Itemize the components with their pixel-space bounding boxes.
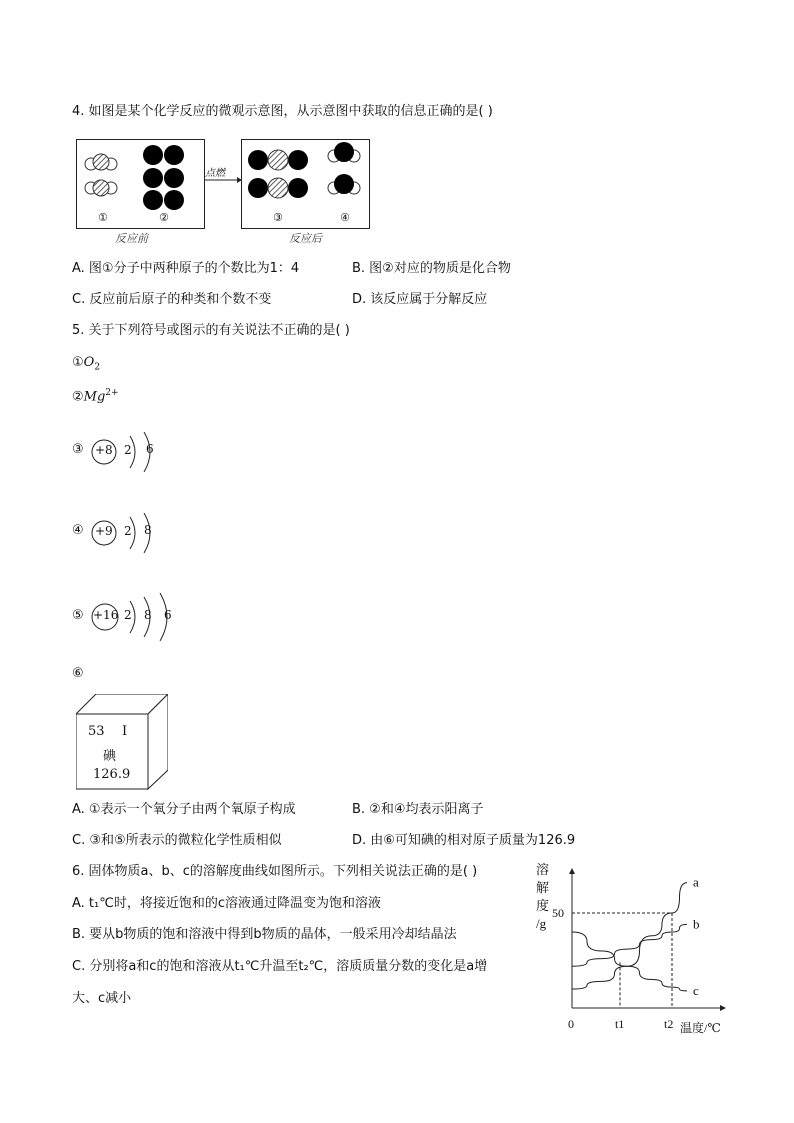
nucleus-4: +9 bbox=[95, 524, 113, 538]
shell-3-1: 2 bbox=[124, 443, 132, 457]
shell-5-2: 8 bbox=[144, 608, 152, 622]
iodine-element-card bbox=[76, 694, 168, 790]
q5-item-2 bbox=[72, 384, 119, 406]
atomic-number: 53 bbox=[88, 724, 105, 739]
solubility-chart-svg bbox=[530, 860, 730, 1040]
origin-label: 0 bbox=[568, 1017, 574, 1031]
item-1-marker: ① bbox=[72, 355, 84, 370]
y-axis-label-3: /g bbox=[536, 916, 547, 931]
nucleus-5: +16 bbox=[93, 608, 119, 622]
q4-before-panel bbox=[76, 139, 205, 229]
shell-4-2: 8 bbox=[144, 523, 152, 537]
reaction-arrow bbox=[203, 166, 243, 186]
series-c-label: c bbox=[693, 982, 699, 998]
co2-molecules-icon bbox=[248, 150, 308, 198]
x-axis-label: 温度/℃ bbox=[680, 1021, 721, 1035]
series-c-curve bbox=[572, 932, 687, 991]
o2-formula: O bbox=[83, 355, 95, 370]
fig-label-4: ④ bbox=[340, 211, 350, 224]
x-axis-arrow bbox=[720, 1005, 726, 1011]
x-tick-t1: t1 bbox=[615, 1017, 625, 1031]
item-5-marker: ⑤ bbox=[72, 608, 84, 623]
fig-label-3: ③ bbox=[273, 211, 283, 224]
q5-option-d[interactable]: D. 由⑥可知碘的相对原子质量为126.9 bbox=[352, 833, 576, 848]
mg-formula: Mg bbox=[83, 389, 106, 405]
shell-3-2: 6 bbox=[146, 442, 154, 456]
series-a-curve bbox=[572, 883, 687, 989]
q5-option-c[interactable]: C. ③和⑤所表示的微粒化学性质相似 bbox=[72, 833, 282, 848]
element-name: 碘 bbox=[103, 749, 117, 764]
solubility-chart bbox=[530, 860, 730, 1040]
arrow-label: 点燃 bbox=[205, 168, 225, 179]
q4-option-b[interactable]: B. 图②对应的物质是化合物 bbox=[352, 261, 511, 276]
atom-structure-5 bbox=[72, 593, 202, 641]
q5-item-1 bbox=[72, 354, 100, 377]
oxygen-molecules-icon bbox=[143, 145, 184, 210]
series-b-curve bbox=[572, 924, 687, 966]
o2-subscript: 2 bbox=[94, 362, 101, 373]
q5-option-a[interactable]: A. ①表示一个氧分子由两个氧原子构成 bbox=[72, 802, 296, 817]
q4-after-panel bbox=[241, 139, 370, 229]
element-symbol: I bbox=[122, 724, 128, 739]
q5-option-b[interactable]: B. ②和④均表示阳离子 bbox=[352, 802, 484, 817]
caption-after: 反应后 bbox=[289, 232, 322, 245]
caption-before: 反应前 bbox=[115, 232, 148, 245]
series-b-label: b bbox=[693, 916, 700, 932]
x-tick-t2: t2 bbox=[664, 1017, 674, 1031]
q6-option-b[interactable]: B. 要从b物质的饱和溶液中得到b物质的晶体，一般采用冷却结晶法 bbox=[72, 927, 457, 942]
y-axis-label-1: 解 bbox=[536, 880, 550, 895]
item-3-marker: ③ bbox=[72, 442, 84, 457]
q5-stem: 5. 关于下列符号或图示的有关说法不正确的是( ) bbox=[72, 323, 350, 338]
shell-4-1: 2 bbox=[124, 524, 132, 538]
y-tick-50: 50 bbox=[552, 906, 564, 920]
q6-option-c[interactable]: C. 分别将a和c的饱和溶液从t₁℃升温至t₂℃，溶质质量分数的变化是a增 bbox=[72, 959, 488, 974]
q6-stem: 6. 固体物质a、b、c的溶解度曲线如图所示。下列相关说法正确的是( ) bbox=[72, 864, 478, 879]
fig-label-1: ① bbox=[98, 211, 108, 224]
item-2-marker: ② bbox=[72, 389, 84, 405]
q4-option-a[interactable]: A. 图①分子中两种原子的个数比为1：4 bbox=[72, 261, 300, 276]
q4-option-c[interactable]: C. 反应前后原子的种类和个数不变 bbox=[72, 292, 272, 307]
q4-option-d[interactable]: D. 该反应属于分解反应 bbox=[352, 292, 488, 307]
water-molecules-icon bbox=[328, 142, 360, 194]
shell-5-3: 6 bbox=[164, 608, 172, 622]
atom-structure-3 bbox=[72, 432, 182, 472]
item-6-marker: ⑥ bbox=[72, 666, 84, 681]
series-a-label: a bbox=[693, 874, 699, 890]
y-axis-label-2: 度 bbox=[536, 898, 550, 913]
y-axis-arrow bbox=[569, 868, 575, 874]
methane-molecule-icon bbox=[85, 154, 117, 196]
q4-stem: 4. 如图是某个化学反应的微观示意图，从示意图中获取的信息正确的是( ) bbox=[72, 104, 493, 119]
atom-structure-4 bbox=[72, 513, 182, 553]
q6-option-a[interactable]: A. t₁℃时，将接近饱和的c溶液通过降温变为饱和溶液 bbox=[72, 896, 381, 911]
item-4-marker: ④ bbox=[72, 523, 84, 538]
shell-5-1: 2 bbox=[124, 608, 132, 622]
mg-charge: 2+ bbox=[105, 388, 119, 398]
q6-option-c-cont: 大、c减小 bbox=[72, 991, 132, 1006]
atomic-mass: 126.9 bbox=[93, 767, 131, 782]
nucleus-3: +8 bbox=[95, 443, 113, 457]
before-molecules-figure bbox=[77, 140, 204, 228]
fig-label-2: ② bbox=[159, 211, 169, 224]
y-axis-label-0: 溶 bbox=[536, 862, 550, 877]
